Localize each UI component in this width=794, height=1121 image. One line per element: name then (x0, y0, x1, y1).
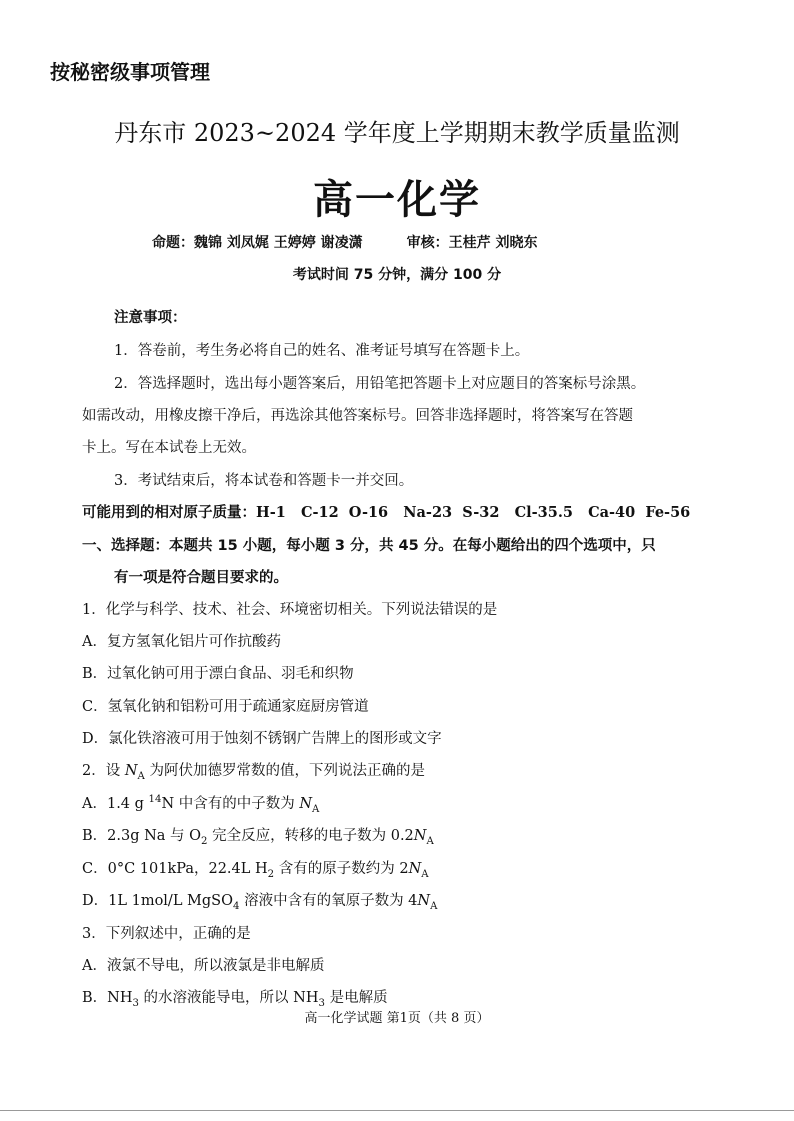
note-item-1: 1．答卷前，考生务必将自己的姓名、准考证号填写在答题卡上。 (114, 343, 530, 359)
setters: 命题：魏锦 刘凤娓 王婷婷 谢凌潇 (152, 235, 363, 251)
bottom-divider (0, 1110, 794, 1111)
question-1-option-b: B．过氧化钠可用于漂白食品、羽毛和织物 (82, 666, 354, 682)
question-3-option-b: B．$NH_3$ 的水溶液能导电，所以 $NH_3$ 是电解质 (82, 990, 388, 1009)
subject-title: 高一化学 (313, 177, 481, 223)
question-2-option-c: C．0°C 101kPa，22.4L $H_2$ 含有的原子数约为 $2N_A$ (82, 861, 429, 880)
exam-time-info: 考试时间 75 分钟，满分 100 分 (292, 267, 502, 283)
atomic-mass-line (82, 501, 690, 522)
question-1-stem: 1．化学与科学、技术、社会、环境密切相关。下列说法错误的是 (82, 602, 498, 618)
question-2-option-d: D．1L 1mol/L MgSO$_4$ 溶液中含有的氧原子数为 $4N_A$ (82, 893, 438, 912)
note-item-3: 3．考试结束后，将本试卷和答题卡一并交回。 (114, 473, 414, 489)
reviewers: 审核：王桂芹 刘晓东 (406, 235, 538, 251)
exam-title: 丹东市 2023~2024 学年度上学期期末教学质量监测 (114, 119, 680, 147)
author-line (152, 232, 538, 252)
section-heading-line-1: 一、选择题：本题共 15 小题，每小题 3 分，共 45 分。在每小题给出的四个选项中，只 (82, 538, 656, 554)
question-3-option-a: A．液氯不导电，所以液氯是非电解质 (82, 958, 325, 974)
question-1-option-a: A．复方氢氧化铝片可作抗酸药 (82, 634, 281, 650)
page-footer: 高一化学试题 第1页（共 8 页） (304, 1011, 490, 1026)
notes-title: 注意事项： (114, 310, 187, 326)
note-item-2-line-1: 2．答选择题时，选出每小题答案后，用铅笔把答题卡上对应题目的答案标号涂黑。 (114, 376, 646, 392)
question-1-option-d: D．氯化铁溶液可用于蚀刻不锈钢广告牌上的图形或文字 (82, 731, 442, 747)
section-heading-line-2: 有一项是符合题目要求的。 (114, 570, 288, 586)
note-item-2-line-3: 卡上。写在本试卷上无效。 (82, 440, 256, 456)
atomic-mass-values: H-1 C-12 O-16 Na-23 S-32 Cl-35.5 Ca-40 Fe-56 (256, 504, 691, 521)
note-item-2-line-2: 如需改动，用橡皮擦干净后，再选涂其他答案标号。回答非选择题时，将答案写在答题 (82, 408, 633, 424)
question-3-stem: 3．下列叙述中，正确的是 (82, 926, 251, 942)
question-1-option-c: C．氢氧化钠和铝粉可用于疏通家庭厨房管道 (82, 699, 369, 715)
atomic-mass-label: 可能用到的相对原子质量： (82, 505, 256, 521)
question-2-stem: 2．设 $N_A$ 为阿伏加德罗常数的值，下列说法正确的是 (82, 763, 425, 782)
question-2-option-a: A．1.4 g $^{14}$N 中含有的中子数为 $N_A$ (82, 794, 320, 815)
secret-level-label: 按秘密级事项管理 (50, 60, 210, 84)
question-2-option-b: B．2.3g Na 与 $O_2$ 完全反应，转移的电子数为 $0.2N_A$ (82, 828, 434, 847)
